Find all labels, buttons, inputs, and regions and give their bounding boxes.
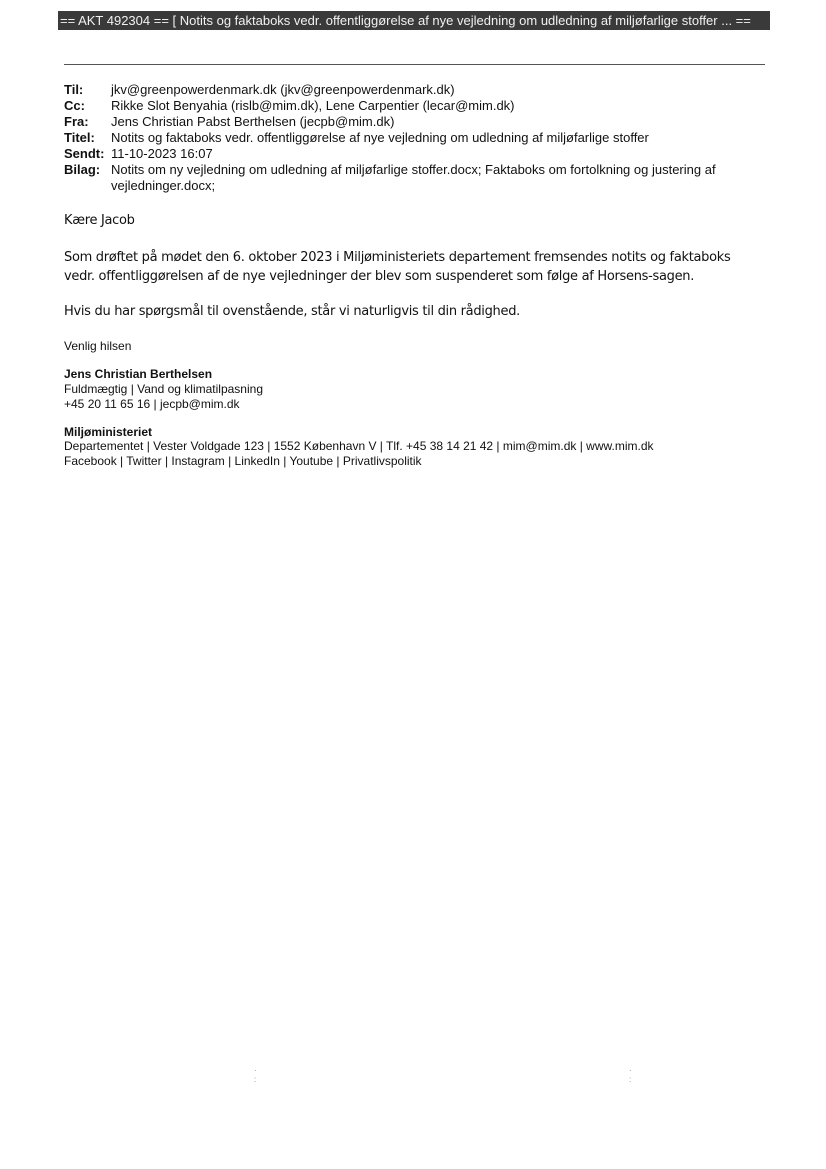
header-value-to: jkv@greenpowerdenmark.dk (jkv@greenpowerdenmark.dk) bbox=[111, 82, 455, 97]
body-paragraph-2: Hvis du har spørgsmål til ovenstående, står vi naturligvis til din rådighed. bbox=[64, 304, 520, 319]
header-row-cc bbox=[64, 98, 764, 114]
signature-contact: +45 20 11 65 16 | jecpb@mim.dk bbox=[64, 397, 240, 411]
header-value-sent: 11-10-2023 16:07 bbox=[111, 146, 213, 161]
signature-name: Jens Christian Berthelsen bbox=[64, 367, 213, 381]
header-divider bbox=[64, 64, 765, 65]
header-row-to bbox=[64, 82, 764, 98]
header-row-from bbox=[64, 114, 764, 130]
header-label: Titel: bbox=[64, 130, 95, 145]
signature-title: Fuldmægtig | Vand og klimatilpasning bbox=[64, 382, 263, 396]
social-links: Facebook | Twitter | Instagram | LinkedIn | Youtube | Privatlivspolitik bbox=[64, 454, 422, 468]
email-header-table bbox=[64, 82, 764, 194]
header-value-attachments: Notits om ny vejledning om udledning af miljøfarlige stoffer.docx; Faktaboks om fortolkning og justering af vejledninger.docx; bbox=[111, 162, 716, 193]
header-label: Fra: bbox=[64, 114, 89, 129]
body-paragraph-1: Som drøftet på mødet den 6. oktober 2023 i Miljøministeriets departement fremsendes notits og faktaboks vedr. offentliggørelsen af de nye vejledninger der blev som suspenderet som følge af Horsens-sagen. bbox=[64, 250, 731, 284]
header-label: Bilag: bbox=[64, 162, 101, 177]
scan-artifact: · : bbox=[254, 1066, 257, 1084]
header-row-attachments bbox=[64, 162, 764, 194]
header-value-cc: Rikke Slot Benyahia (rislb@mim.dk), Lene Carpentier (lecar@mim.dk) bbox=[111, 98, 515, 113]
organization-name: Miljøministeriet bbox=[64, 425, 153, 439]
header-label: Cc: bbox=[64, 98, 85, 113]
header-value-title: Notits og faktaboks vedr. offentliggørelse af nye vejledning om udledning af miljøfarlige stoffer bbox=[111, 130, 649, 145]
banner-text: == AKT 492304 == [ Notits og faktaboks vedr. offentliggørelse af nye vejledning om udledning af miljøfarlige stoffer ... == bbox=[60, 13, 751, 28]
organization-address: Departementet | Vester Voldgade 123 | 1552 København V | Tlf. +45 38 14 21 42 | mim@mim.dk | www.mim.dk bbox=[64, 439, 654, 453]
header-label: Til: bbox=[64, 82, 84, 97]
header-value-from: Jens Christian Pabst Berthelsen (jecpb@mim.dk) bbox=[111, 114, 395, 129]
header-row-sent bbox=[64, 146, 764, 162]
document-banner bbox=[58, 11, 770, 30]
header-label: Sendt: bbox=[64, 146, 105, 161]
greeting: Kære Jacob bbox=[64, 213, 135, 228]
header-row-title bbox=[64, 130, 764, 146]
closing: Venlig hilsen bbox=[64, 339, 132, 353]
scan-artifact: · : bbox=[629, 1066, 632, 1084]
